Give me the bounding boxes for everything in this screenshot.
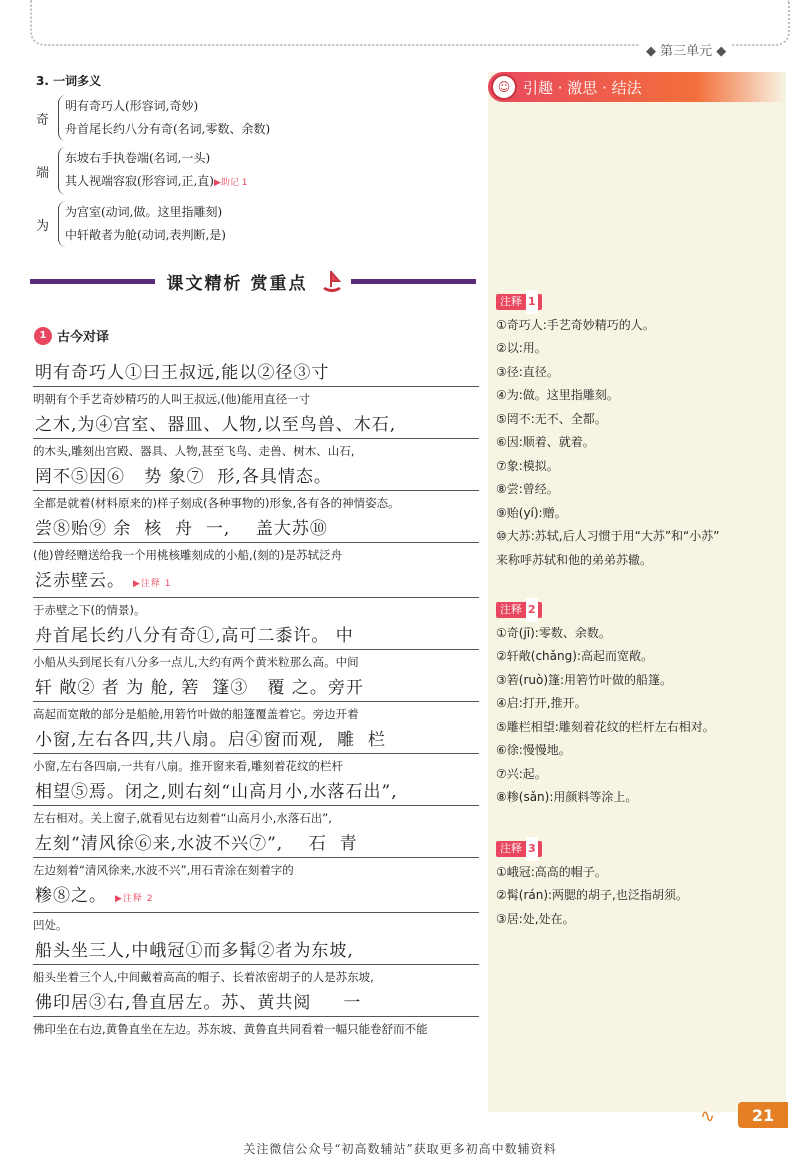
original-text: 轩 敞② 者 为 舱, 箬 篷③ 覆 之。旁开 bbox=[35, 678, 364, 698]
note-block bbox=[496, 837, 688, 931]
section-title: 课文精析 赏重点 bbox=[166, 273, 308, 294]
note-item: ④为:做。这里指雕刻。 bbox=[496, 388, 619, 402]
note-item: ①奇巧人:手艺奇妙精巧的人。 bbox=[496, 317, 655, 332]
note-tag bbox=[496, 602, 542, 618]
translation-text: 左边刻着“清风徐来,水波不兴”,用石青涂在刻着字的 bbox=[33, 863, 294, 877]
translation-text: 凹处。 bbox=[33, 918, 68, 932]
passage bbox=[33, 360, 479, 1042]
memory-aid-link[interactable]: ▶助记 1 bbox=[214, 178, 248, 188]
polysemy-line-text: 为宫室(动词,做。这里指雕刻) bbox=[65, 205, 223, 219]
note-block bbox=[496, 598, 715, 810]
original-line bbox=[33, 779, 479, 806]
section-title-bar bbox=[30, 264, 476, 298]
polysemy-line-text: 中轩敞者为舱(动词,表判断,是) bbox=[65, 228, 226, 242]
original-line bbox=[33, 568, 479, 598]
polysemy-line bbox=[65, 170, 248, 195]
smile-icon: ☺ bbox=[491, 74, 517, 100]
note-tag-label: 注释 bbox=[500, 295, 522, 308]
note-tag bbox=[496, 841, 542, 857]
note-item: ②轩敞(chǎng):高起而宽敞。 bbox=[496, 649, 653, 663]
title-line-right bbox=[351, 279, 476, 284]
translation-line bbox=[33, 439, 479, 464]
subsection-title: 古今对译 bbox=[57, 330, 110, 345]
polysemy-bracket bbox=[58, 201, 226, 247]
original-text: 船头坐三人,中峨冠①而多髯②者为东坡, bbox=[35, 941, 354, 961]
translation-line bbox=[33, 650, 479, 675]
translation-text: 左右相对。关上窗子,就看见右边刻着“山高月小,水落石出”, bbox=[33, 811, 332, 825]
translation-text: 小窗,左右各四扇,一共有八扇。推开窗来看,雕刻着花纹的栏杆 bbox=[33, 759, 343, 773]
original-line bbox=[33, 675, 479, 702]
translation-text: 小船从头到尾长有八分多一点儿,大约有两个黄米粒那么高。中间 bbox=[33, 655, 359, 669]
polysemy-section bbox=[36, 72, 476, 253]
subsection-heading bbox=[34, 326, 109, 345]
original-line bbox=[33, 623, 479, 650]
original-line bbox=[33, 412, 479, 439]
polysemy-line-text: 东坡右手执卷端(名词,一头) bbox=[65, 151, 211, 165]
translation-text: 明朝有个手艺奇妙精巧的人叫王叔远,(他)能用直径一寸 bbox=[33, 392, 311, 406]
translation-line bbox=[33, 543, 479, 568]
boat-icon bbox=[319, 267, 345, 295]
polysemy-line-text: 明有奇巧人(形容词,奇妙) bbox=[65, 99, 199, 113]
polysemy-group bbox=[36, 201, 476, 247]
note-tag-number: 2 bbox=[526, 598, 538, 622]
original-text: 小窗,左右各四,共八扇。启④窗而观, 雕 栏 bbox=[35, 730, 386, 750]
note-tag-number: 3 bbox=[526, 837, 538, 861]
note-item: ①峨冠:高高的帽子。 bbox=[496, 864, 607, 879]
note-tag-label: 注释 bbox=[500, 603, 522, 616]
note-item: ③箬(ruò)篷:用箬竹叶做的船篷。 bbox=[496, 672, 673, 687]
translation-line bbox=[33, 754, 479, 779]
original-line bbox=[33, 938, 479, 965]
polysemy-line bbox=[65, 95, 270, 118]
note-item: ⑤雕栏相望:雕刻着花纹的栏杆左右相对。 bbox=[496, 719, 715, 734]
note-item: ⑦兴:起。 bbox=[496, 766, 547, 781]
original-line bbox=[33, 831, 479, 858]
translation-line bbox=[33, 598, 479, 623]
polysemy-group bbox=[36, 95, 476, 141]
translation-line bbox=[33, 491, 479, 516]
original-text: 明有奇巧人①曰王叔远,能以②径③寸 bbox=[35, 363, 330, 383]
translation-line bbox=[33, 387, 479, 412]
sidebar bbox=[488, 72, 786, 1112]
polysemy-line bbox=[65, 201, 226, 224]
original-line bbox=[33, 990, 479, 1017]
translation-line bbox=[33, 1017, 479, 1042]
translation-text: (他)曾经赠送给我一个用桃核雕刻成的小船,(刻的)是苏轼泛舟 bbox=[33, 548, 343, 562]
note-tag-label: 注释 bbox=[500, 842, 522, 855]
note-tag-number: 1 bbox=[526, 290, 538, 314]
note-item: ⑩大苏:苏轼,后人习惯于用“大苏”和“小苏” bbox=[496, 529, 720, 543]
note-link[interactable]: ▶注释 2 bbox=[115, 894, 154, 904]
note-item: ⑤罔不:无不、全都。 bbox=[496, 411, 607, 426]
translation-text: 于赤壁之下(的情景)。 bbox=[33, 603, 146, 617]
polysemy-line bbox=[65, 224, 226, 247]
sidebar-heading-text: 引趣 · 激思 · 结法 bbox=[523, 78, 642, 97]
original-line bbox=[33, 727, 479, 754]
subsection-badge: 1 bbox=[34, 327, 52, 345]
original-text: 糁⑧之。 bbox=[35, 886, 107, 906]
polysemy-char: 端 bbox=[36, 165, 50, 181]
footer-text: 关注微信公众号“初高数辅站”获取更多初高中数辅资料 bbox=[243, 1142, 557, 1156]
translation-text: 船头坐着三个人,中间戴着高高的帽子、长着浓密胡子的人是苏东坡, bbox=[33, 970, 374, 984]
original-text: 左刻“清风徐⑥来,水波不兴⑦”, 石 青 bbox=[35, 834, 358, 854]
title-line-left bbox=[30, 279, 155, 284]
translation-line bbox=[33, 965, 479, 990]
note-link[interactable]: ▶注释 1 bbox=[133, 579, 172, 589]
translation-text: 的木头,雕刻出宫殿、器具、人物,甚至飞鸟、走兽、树木、山石, bbox=[33, 444, 355, 458]
note-item: ③径:直径。 bbox=[496, 364, 559, 379]
polysemy-line-text: 其人视端容寂(形容词,正,直) bbox=[65, 174, 214, 188]
translation-line bbox=[33, 806, 479, 831]
note-item: ②髯(rán):两腮的胡子,也泛指胡须。 bbox=[496, 888, 688, 902]
polysemy-bracket bbox=[58, 95, 270, 141]
note-item: 来称呼苏轼和他的弟弟苏辙。 bbox=[496, 552, 653, 567]
note-item: ⑦象:模拟。 bbox=[496, 458, 559, 473]
note-item: ⑥徐:慢慢地。 bbox=[496, 743, 571, 757]
translation-text: 高起而宽敞的部分是船舱,用箬竹叶做的船篷覆盖着它。旁边开着 bbox=[33, 707, 359, 721]
polysemy-line-text: 舟首尾长约八分有奇(名词,零数、余数) bbox=[65, 122, 271, 136]
polysemy-bracket bbox=[58, 147, 248, 195]
note-tag bbox=[496, 294, 542, 310]
swirl-icon: ∿ bbox=[700, 1106, 716, 1127]
note-item: ⑧尝:曾经。 bbox=[496, 482, 559, 496]
original-text: 之木,为④宫室、器皿、人物,以至鸟兽、木石, bbox=[35, 415, 397, 435]
polysemy-char: 奇 bbox=[36, 112, 50, 128]
note-block bbox=[496, 290, 719, 572]
note-item: ③居:处,处在。 bbox=[496, 911, 575, 926]
translation-text: 佛印坐在右边,黄鲁直坐在左边。苏东坡、黄鲁直共同看着一幅只能卷舒而不能 bbox=[33, 1022, 428, 1036]
note-item: ⑥因:顺着、就着。 bbox=[496, 435, 595, 449]
original-line bbox=[33, 516, 479, 543]
note-item: ④启:打开,推开。 bbox=[496, 696, 587, 710]
original-text: 泛赤壁云。 bbox=[35, 571, 125, 591]
polysemy-title: 3. 一词多义 bbox=[36, 74, 102, 88]
sidebar-heading bbox=[488, 72, 786, 102]
polysemy-char: 为 bbox=[36, 218, 50, 234]
original-line bbox=[33, 883, 479, 913]
translation-line bbox=[33, 702, 479, 727]
translation-line bbox=[33, 913, 479, 938]
note-item: ①奇(jī):零数、余数。 bbox=[496, 625, 611, 640]
original-text: 尝⑧贻⑨ 余 核 舟 一, 盖大苏⑩ bbox=[35, 519, 328, 539]
polysemy-group bbox=[36, 147, 476, 195]
translation-text: 全都是就着(材料原来的)样子刻成(各种事物的)形象,各有各的神情姿态。 bbox=[33, 496, 400, 510]
original-line bbox=[33, 464, 479, 491]
note-item: ⑧糁(sǎn):用颜料等涂上。 bbox=[496, 790, 638, 804]
note-item: ⑨贻(yí):赠。 bbox=[496, 505, 567, 520]
unit-label: ◆ 第三单元 ◆ bbox=[640, 40, 732, 59]
polysemy-line bbox=[65, 147, 248, 170]
note-item: ②以:用。 bbox=[496, 341, 547, 355]
original-text: 舟首尾长约八分有奇①,高可二黍许。 中 bbox=[35, 626, 354, 646]
translation-line bbox=[33, 858, 479, 883]
original-text: 佛印居③右,鲁直居左。苏、黄共阅 一 bbox=[35, 993, 362, 1013]
original-line bbox=[33, 360, 479, 387]
page-number: 21 bbox=[738, 1102, 788, 1128]
original-text: 相望⑤焉。闭之,则右刻“山高月小,水落石出”, bbox=[35, 782, 398, 802]
original-text: 罔不⑤因⑥ 势 象⑦ 形,各具情态。 bbox=[35, 467, 332, 487]
polysemy-line bbox=[65, 118, 270, 141]
